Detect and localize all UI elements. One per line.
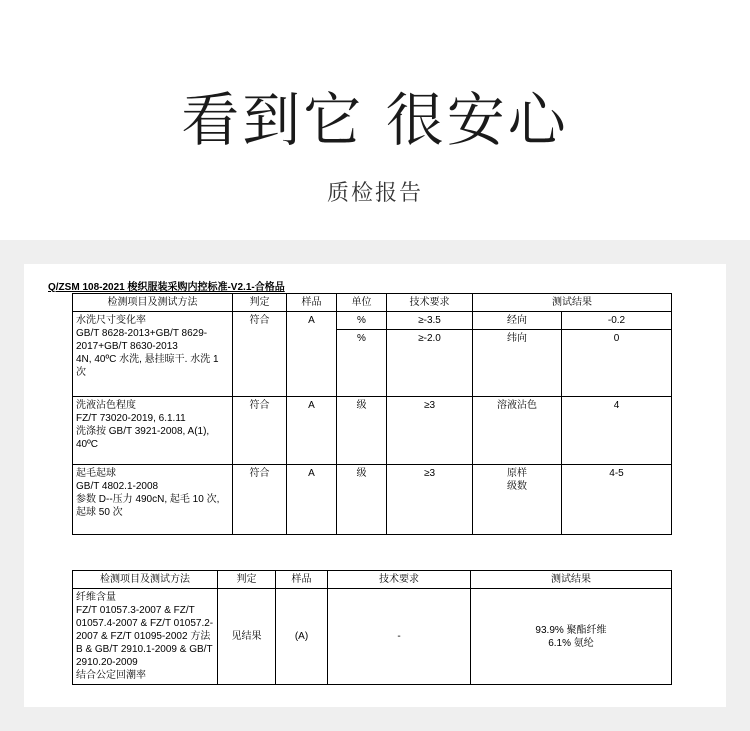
test-item-name: 洗液沾色程度 [76,400,136,411]
test-item-cell [73,465,233,535]
requirement-cell: ≥3 [387,465,473,535]
unit-cell: 级 [337,397,387,465]
test-item-name: 起毛起球 [76,468,116,479]
test-item-method: FZ/T 01057.3-2007 & FZ/T 01057.4-2007 & FZ/T 01057.2-2007 & FZ/T 01095-2002 方法 B & GB/T 2910.1-2009 & GB/T 2910.20-2009 [76,605,214,668]
test-item-condition: 参数 D--压力 490cN, 起毛 10 次, 起球 50 次 [76,494,220,518]
direction-cell: 纬向 [473,330,562,397]
header-requirement: 技术要求 [328,571,471,589]
verdict-cell: 符合 [233,312,287,397]
header-requirement: 技术要求 [387,294,473,312]
hero-section [0,0,750,240]
test-item-name: 纤维含量 [76,592,116,603]
hero-title: 看到它 很安心 [181,86,569,154]
direction-cell: 经向 [473,312,562,330]
test-item-cell [73,397,233,465]
sample-cell: A [287,397,337,465]
header-verdict: 判定 [233,294,287,312]
header-item: 检测项目及测试方法 [73,571,218,589]
hero-subtitle: 质检报告 [326,181,423,206]
unit-cell: 级 [337,465,387,535]
requirement-cell: ≥-3.5 [387,312,473,330]
sample-cell: A [287,312,337,397]
table-header-row [73,294,672,312]
requirement-cell: - [328,589,471,685]
test-item-condition: 结合公定回潮率 [76,670,146,681]
requirement-cell: ≥3 [387,397,473,465]
test-item-method: GB/T 8628-2013+GB/T 8629-2017+GB/T 8630-2013 [76,328,208,352]
table-row [73,465,672,535]
header-result: 测试结果 [473,294,672,312]
header-sample: 样品 [287,294,337,312]
sample-cell: (A) [276,589,328,685]
table-row [73,589,672,685]
unit-cell: % [337,330,387,397]
sample-cell: A [287,465,337,535]
test-item-cell [73,312,233,397]
test-table-1 [72,293,672,535]
result-value-cell: 4 [562,397,672,465]
header-verdict: 判定 [218,571,276,589]
test-item-method: FZ/T 73020-2019, 6.1.11 [76,413,186,424]
test-item-condition: 4N, 40ºC 水洗, 悬挂晾干. 水洗 1 次 [76,354,219,378]
test-item-method: GB/T 4802.1-2008 [76,481,159,492]
test-item-name: 水洗尺寸变化率 [76,315,146,326]
report-heading: Q/ZSM 108-2021 梭织服装采购内控标准-V2.1-合格品 [48,282,285,293]
table-row [73,312,672,330]
header-item: 检测项目及测试方法 [73,294,233,312]
direction-cell: 溶液沾色 [473,397,562,465]
test-item-cell [73,589,218,685]
requirement-cell: ≥-2.0 [387,330,473,397]
header-unit: 单位 [337,294,387,312]
verdict-cell: 符合 [233,465,287,535]
result-value-cell: -0.2 [562,312,672,330]
verdict-cell: 符合 [233,397,287,465]
header-sample: 样品 [276,571,328,589]
fiber-result-line: 93.9% 聚酯纤维 [535,624,607,636]
test-item-condition: 洗涤按 GB/T 3921-2008, A(1), 40ºC [76,426,210,450]
table-header-row [73,571,672,589]
table-row [73,397,672,465]
fiber-result-cell [471,589,672,685]
result-value-cell: 0 [562,330,672,397]
fiber-result-line: 6.1% 氨纶 [548,637,594,649]
unit-cell: % [337,312,387,330]
test-table-2 [72,570,672,685]
verdict-cell: 见结果 [218,589,276,685]
result-value-cell: 4-5 [562,465,672,535]
direction-cell: 原样 级数 [473,465,562,535]
header-result: 测试结果 [471,571,672,589]
